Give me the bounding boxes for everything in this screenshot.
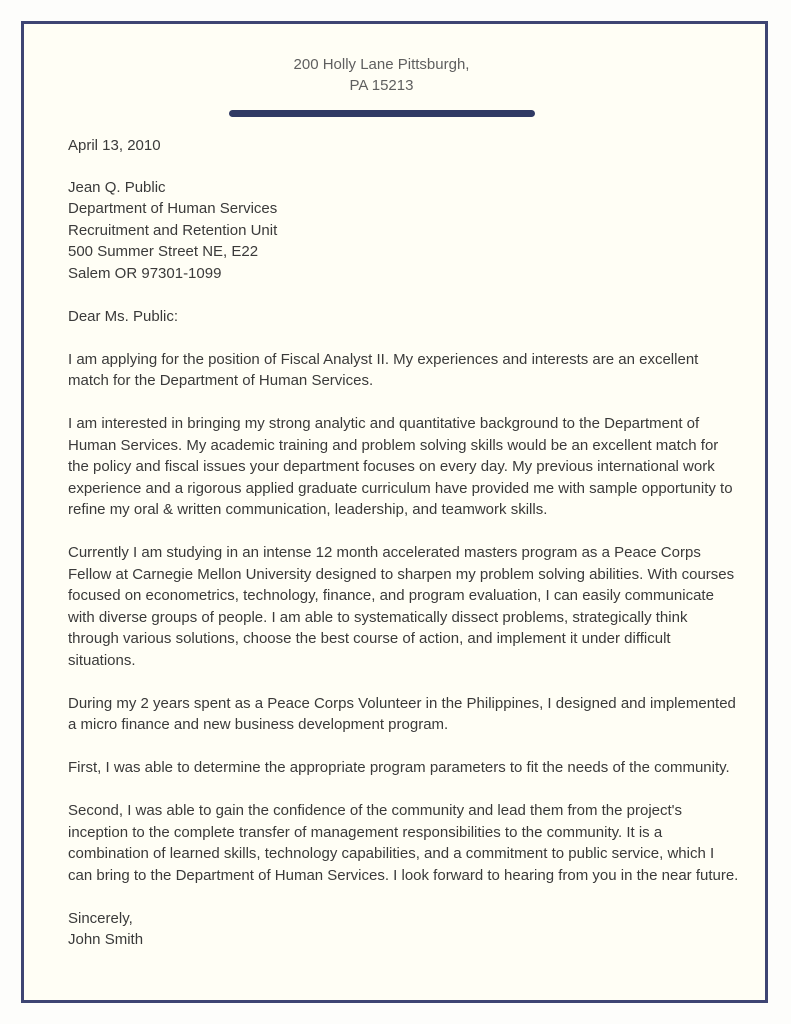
letterhead bbox=[21, 24, 752, 117]
paragraph-intro: I am applying for the position of Fiscal Analyst II. My experiences and interests are an excellent match for the Department of Human Services. bbox=[68, 350, 699, 389]
paragraph-peace-corps: During my 2 years spent as a Peace Corps Volunteer in the Philippines, I designed and implemented a micro finance and new business development program. bbox=[68, 694, 736, 733]
closing-phrase: Sincerely, bbox=[68, 909, 133, 927]
recipient-city-zip: Salem OR 97301-1099 bbox=[68, 264, 222, 282]
paragraph-studies: Currently I am studying in an intense 12 month accelerated masters program as a Peace Corps Fellow at Carnegie Mellon University designed to sharpen my problem solving abilities. With courses focused on econometrics, technology, finance, and program evaluation, I can easily communicate with diverse groups of people. I am able to systematically dissect problems, strategically think through various solutions, choose the best course of action, and implement it under difficult situations. bbox=[68, 544, 735, 669]
recipient-unit: Recruitment and Retention Unit bbox=[68, 221, 278, 239]
signature-name: John Smith bbox=[68, 931, 144, 948]
sender-address-line2: PA 15213 bbox=[349, 77, 414, 94]
recipient-department: Department of Human Services bbox=[68, 200, 278, 217]
recipient-address bbox=[68, 177, 741, 285]
paragraph-first-point: First, I was able to determine the appropriate program parameters to fit the needs of the community. bbox=[68, 759, 730, 776]
salutation: Dear Ms. Public: bbox=[68, 307, 179, 325]
recipient-name: Jean Q. Public bbox=[68, 178, 166, 196]
header-divider-rule bbox=[229, 110, 535, 117]
letter-page bbox=[21, 21, 768, 1003]
sender-address-line1: 200 Holly Lane Pittsburgh, bbox=[293, 56, 470, 73]
letter-body bbox=[24, 117, 765, 951]
paragraph-background: I am interested in bringing my strong analytic and quantitative background to the Department of Human Services. My academic training and problem solving skills would be an excellent match for the policy and fiscal issues your department focuses on every day. My previous international work experience and a rigorous applied graduate curriculum have provided me with sample opportunity to refine my oral & written communication, leadership, and teamwork skills. bbox=[68, 415, 733, 518]
recipient-street: 500 Summer Street NE, E22 bbox=[68, 243, 259, 260]
closing-block bbox=[68, 908, 741, 951]
paragraph-second-point: Second, I was able to gain the confidence of the community and lead them from the project's inception to the complete transfer of management responsibilities to the community. It is a combination of learned skills, technology capabilities, and a commitment to public service, which I can bring to the Department of Human Services. I look forward to hearing from you in the near future. bbox=[68, 802, 739, 884]
sender-address bbox=[21, 54, 752, 96]
letter-date: April 13, 2010 bbox=[68, 137, 161, 154]
